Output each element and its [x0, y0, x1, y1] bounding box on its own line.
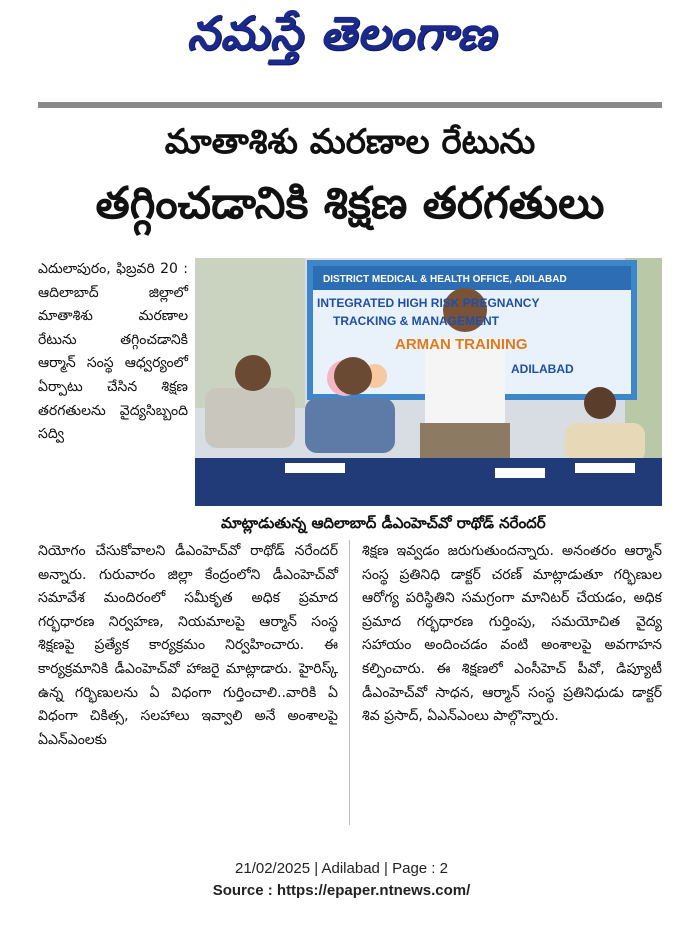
footer-date: 21/02/2025 | Adilabad | Page : 2: [235, 860, 448, 877]
article-intro-text: ఎదులాపురం, ఫిబ్రవరి 20 : ఆదిలాబాద్ జిల్లాలో మాతాశిశు మరణాల రేటును తగ్గించడానికి ఆర్మాన్ సంస్థ ఆధ్వర్యంలో ఏర్పాటు చేసిన శిక్షణ తరగతులను వైద్యసిబ్బంది సద్వి: [38, 261, 188, 443]
column-divider: [349, 540, 350, 825]
masthead: [0, 0, 683, 86]
article-body-left: నియోగం చేసుకోవాలని డీఎంహెచ్‌వో రాథోడ్ నరేందర్ అన్నారు. గురువారం జిల్లా కేంద్రంలోని డీఎంహెచ్‌వో సమావేశ మందిరంలో సమీకృత అధిక ప్రమాద గర్భధారణ నిర్వహణ, నియమాలపై ఆర్మాన్ సంస్థ శిక్షణపై ప్రత్యేక కార్యక్రమం నిర్వహించారు. ఈ కార్యక్రమానికి డీఎంహెచ్‌వో హాజరై మాట్లాడారు. హైరిస్క్ ఉన్న గర్భిణులను ఏ విధంగా గుర్తించాలి..వారికి ఏ విధంగా చికిత్స, సలహాలు ఇవ్వాలి అనే అంశాలపై ఏఎన్‌ఎంలకు: [38, 543, 338, 748]
page-footer: [0, 858, 683, 902]
footer-source: Source : https://epaper.ntnews.com/: [212, 882, 471, 899]
banner-line2: INTEGRATED HIGH RISK PREGNANCY: [317, 296, 540, 310]
banner-line4: ARMAN TRAINING: [395, 336, 528, 353]
photo-caption: మాట్లాడుతున్న ఆదిలాబాద్ డీఎంహెచ్‌వో రాథోడ్ నరేందర్: [221, 514, 546, 532]
newspaper-logo: నమస్తే తెలంగాణ: [186, 6, 497, 60]
headline-line2: తగ్గించడానికి శిక్షణ తరగతులు: [95, 178, 605, 229]
article-intro-column: [38, 258, 188, 447]
header-rule: [38, 102, 662, 108]
headline-line1: మాతాశిశు మరణాల రేటును: [164, 122, 536, 162]
article-body-right: శిక్షణ ఇవ్వడం జరుగుతుందన్నారు. అనంతరం ఆర్మాన్ సంస్థ ప్రతినిధి డాక్టర్ చరణ్ మాట్లాడుతూ గర్భిణుల ఆరోగ్య పరిస్థితిని సమగ్రంగా మానిటర్ చేయడం, అధిక ప్రమాద గర్భధారణ గుర్తింపు, సమయోచిత వైద్య సహాయం అందించడం వంటి అంశాలపై అవగాహన కల్పించారు. ఈ శిక్షణలో ఎంసీహెచ్ పీవో, డిప్యూటీ డీఎంహెచ్‌వో సాధన, ఆర్మాన్ సంస్థ ప్రతినిధుడు డాక్టర్ శివ ప్రసాద్, ఏఎన్‌ఎంలు పాల్గొన్నారు.: [362, 543, 662, 725]
banner-line3: TRACKING & MANAGEMENT: [333, 314, 499, 328]
banner-line1: DISTRICT MEDICAL & HEALTH OFFICE, ADILABAD: [323, 274, 567, 285]
article-photo: [195, 258, 662, 506]
banner-line5: ADILABAD: [511, 362, 574, 376]
